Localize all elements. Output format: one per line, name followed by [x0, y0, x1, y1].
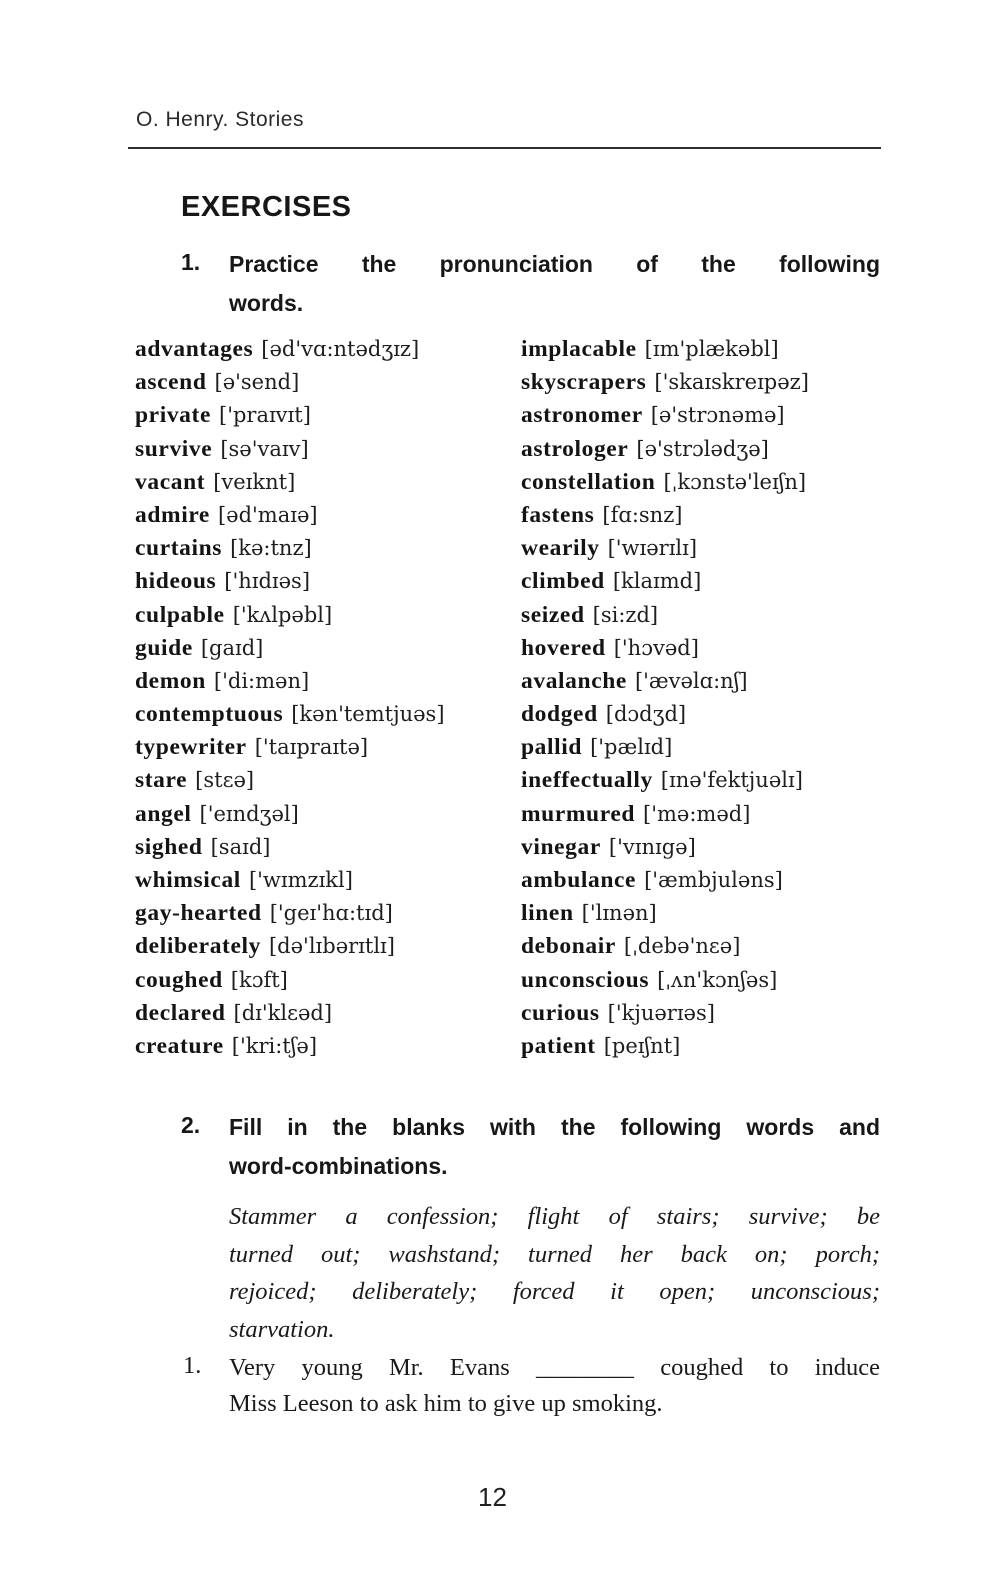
exercise1-title — [229, 245, 880, 323]
word-text: avalanche — [521, 667, 627, 694]
exercises-heading: EXERCISES — [181, 191, 352, 223]
word-entry — [135, 864, 517, 897]
word-entry — [135, 366, 517, 399]
word-text: hideous — [135, 568, 217, 595]
fill-item-line: Very young Mr. Evans ________ coughed to induce — [229, 1354, 880, 1381]
word-transcription: [kə:tnz] — [230, 536, 312, 561]
word-transcription: [dɔdʒd] — [605, 702, 687, 727]
word-list-right-column — [521, 333, 911, 1063]
word-transcription: ['geɪ'hɑ:tɪd] — [269, 901, 393, 926]
word-transcription: ['hɔvəd] — [613, 635, 699, 660]
word-text: wearily — [521, 535, 600, 562]
word-text: creature — [135, 1032, 224, 1059]
word-text: whimsical — [135, 867, 241, 893]
word-bank-line: turned out; washstand; turned her back on; porch; — [229, 1240, 880, 1268]
word-entry — [521, 466, 911, 499]
word-text: constellation — [521, 468, 656, 495]
word-transcription: [stɛə] — [195, 768, 255, 793]
word-text: dodged — [521, 701, 598, 728]
word-transcription: [də'lɪbərɪtlɪ] — [268, 934, 395, 959]
word-text: gay-hearted — [135, 900, 262, 927]
word-entry — [135, 565, 517, 598]
word-transcription: ['vɪnɪgə] — [608, 834, 696, 859]
word-transcription: ['hɪdɪəs] — [224, 569, 311, 594]
word-transcription: ['kjuərɪəs] — [607, 1000, 715, 1025]
word-transcription: [dɪ'klɛəd] — [233, 1000, 333, 1025]
word-text: survive — [135, 435, 213, 462]
word-transcription: ['pælɪd] — [590, 735, 673, 760]
word-bank-line: Stammer a confession; flight of stairs; survive; be — [229, 1203, 880, 1230]
word-transcription: [gaɪd] — [200, 635, 264, 660]
word-text: unconscious — [521, 966, 650, 993]
word-text: murmured — [521, 800, 636, 827]
word-transcription: [əd'maɪə] — [217, 502, 318, 527]
word-bank — [229, 1198, 880, 1348]
word-entry — [521, 433, 911, 466]
word-text: ineffectually — [521, 767, 653, 794]
word-entry — [135, 399, 517, 432]
word-text: astrologer — [521, 435, 629, 462]
word-text: climbed — [521, 568, 605, 595]
word-bank-line: starvation. — [229, 1315, 335, 1343]
word-text: skyscrapers — [521, 369, 647, 396]
word-text: vacant — [135, 468, 206, 495]
word-entry — [135, 997, 517, 1030]
word-text: ambulance — [521, 867, 637, 893]
exercise2-title-line: Fill in the blanks with the following words and — [229, 1114, 880, 1140]
header-rule — [128, 147, 881, 149]
word-transcription: [əd'vɑ:ntədʒɪz] — [261, 337, 420, 361]
word-text: deliberately — [135, 933, 261, 960]
word-text: admire — [135, 501, 210, 528]
word-entry — [521, 897, 911, 930]
word-text: pallid — [521, 734, 583, 761]
word-transcription: [ˌdebə'nɛə] — [623, 934, 741, 959]
word-entry — [135, 698, 517, 731]
word-entry — [521, 798, 911, 831]
word-text: fastens — [521, 501, 595, 528]
word-entry — [521, 599, 911, 632]
word-transcription: ['taɪpraɪtə] — [254, 735, 369, 760]
word-entry — [521, 333, 911, 366]
word-transcription: [kən'temtjuəs] — [291, 702, 445, 727]
word-entry — [521, 565, 911, 598]
word-text: sighed — [135, 833, 203, 860]
word-entry — [521, 665, 911, 698]
word-transcription: [ɪm'plækəbl] — [644, 337, 779, 361]
word-entry — [521, 632, 911, 665]
word-text: typewriter — [135, 734, 247, 761]
word-entry — [135, 731, 517, 764]
word-entry — [135, 897, 517, 930]
word-entry — [135, 798, 517, 831]
fill-item-line: Miss Leeson to ask him to give up smoking. — [229, 1389, 663, 1417]
word-transcription: ['kri:tʃə] — [231, 1033, 318, 1058]
word-entry — [135, 831, 517, 864]
word-transcription: ['wɪmzɪkl] — [248, 868, 353, 892]
word-transcription: ['æmbjuləns] — [644, 868, 783, 892]
word-transcription: ['ævəlɑ:nʃ] — [634, 668, 748, 693]
word-transcription: [fɑ:snz] — [602, 502, 683, 527]
word-transcription: [ə'send] — [214, 370, 300, 395]
word-entry — [521, 964, 911, 997]
word-text: ascend — [135, 369, 207, 396]
word-text: curtains — [135, 535, 223, 562]
word-entry — [135, 1030, 517, 1063]
fill-item-text — [229, 1350, 880, 1421]
word-entry — [521, 997, 911, 1030]
word-entry — [521, 731, 911, 764]
word-entry — [135, 499, 517, 532]
word-transcription: ['eɪndʒəl] — [199, 801, 299, 826]
word-text: declared — [135, 999, 226, 1026]
word-entry — [521, 764, 911, 797]
word-text: advantages — [135, 336, 254, 362]
exercise1-title-line: words. — [229, 290, 304, 316]
word-text: vinegar — [521, 833, 601, 860]
exercise1-title-line: Practice the pronunciation of the following — [229, 251, 880, 277]
word-text: guide — [135, 634, 193, 661]
word-transcription: ['praɪvɪt] — [219, 403, 311, 428]
word-transcription: [ə'strɔlədʒə] — [636, 436, 769, 461]
word-transcription: ['mə:məd] — [643, 801, 751, 826]
word-transcription: [ɪnə'fektjuəlɪ] — [660, 768, 803, 793]
word-transcription: [ˌʌn'kɔnʃəs] — [657, 967, 778, 992]
word-entry — [521, 399, 911, 432]
word-transcription: ['lɪnən] — [581, 901, 657, 926]
word-bank-line: rejoiced; deliberately; forced it open; unconscious; — [229, 1278, 880, 1305]
word-text: linen — [521, 900, 574, 927]
word-text: patient — [521, 1032, 596, 1059]
word-entry — [135, 764, 517, 797]
word-entry — [521, 864, 911, 897]
word-text: stare — [135, 767, 188, 794]
word-transcription: [ə'strɔnəmə] — [650, 403, 785, 428]
word-transcription: [veɪknt] — [213, 469, 296, 494]
word-entry — [521, 499, 911, 532]
word-entry — [521, 930, 911, 963]
word-text: culpable — [135, 601, 225, 628]
word-text: contemptuous — [135, 701, 284, 728]
word-transcription: [si:zd] — [592, 602, 659, 627]
word-text: seized — [521, 601, 585, 628]
word-transcription: ['wɪərɪlɪ] — [607, 536, 698, 561]
page-number: 12 — [478, 1482, 507, 1512]
word-transcription: [sə'vaɪv] — [220, 436, 309, 461]
word-text: debonair — [521, 933, 616, 960]
word-entry — [135, 532, 517, 565]
exercise2-title-line: word-combinations. — [229, 1153, 448, 1179]
word-text: implacable — [521, 336, 637, 362]
word-entry — [135, 964, 517, 997]
word-text: private — [135, 402, 211, 429]
word-text: curious — [521, 999, 600, 1026]
word-text: hovered — [521, 634, 606, 661]
word-transcription: [klaɪmd] — [612, 569, 702, 594]
running-title: O. Henry. Stories — [136, 108, 304, 131]
word-text: angel — [135, 800, 192, 827]
exercise2-title — [229, 1108, 880, 1186]
word-transcription: [peɪʃnt] — [603, 1033, 681, 1058]
word-entry — [521, 1030, 911, 1063]
word-list-left-column — [135, 333, 517, 1063]
word-entry — [135, 333, 517, 366]
word-entry — [521, 831, 911, 864]
fill-item-number: 1. — [183, 1352, 202, 1379]
exercise2-number: 2. — [181, 1112, 201, 1138]
word-transcription: ['di:mən] — [213, 668, 310, 693]
word-entry — [135, 433, 517, 466]
word-entry — [135, 930, 517, 963]
word-entry — [135, 599, 517, 632]
word-entry — [521, 366, 911, 399]
word-entry — [135, 665, 517, 698]
word-text: astronomer — [521, 402, 643, 429]
word-entry — [135, 466, 517, 499]
exercise1-number: 1. — [181, 249, 201, 275]
word-transcription: [saɪd] — [210, 834, 271, 859]
word-text: demon — [135, 667, 206, 694]
word-text: coughed — [135, 966, 223, 993]
word-entry — [135, 632, 517, 665]
word-transcription: [ˌkɔnstə'leɪʃn] — [663, 469, 807, 494]
word-transcription: [kɔft] — [230, 967, 288, 992]
word-transcription: ['kʌlpəbl] — [232, 602, 333, 627]
word-transcription: ['skaɪskreɪpəz] — [654, 370, 809, 395]
word-entry — [521, 532, 911, 565]
word-entry — [521, 698, 911, 731]
